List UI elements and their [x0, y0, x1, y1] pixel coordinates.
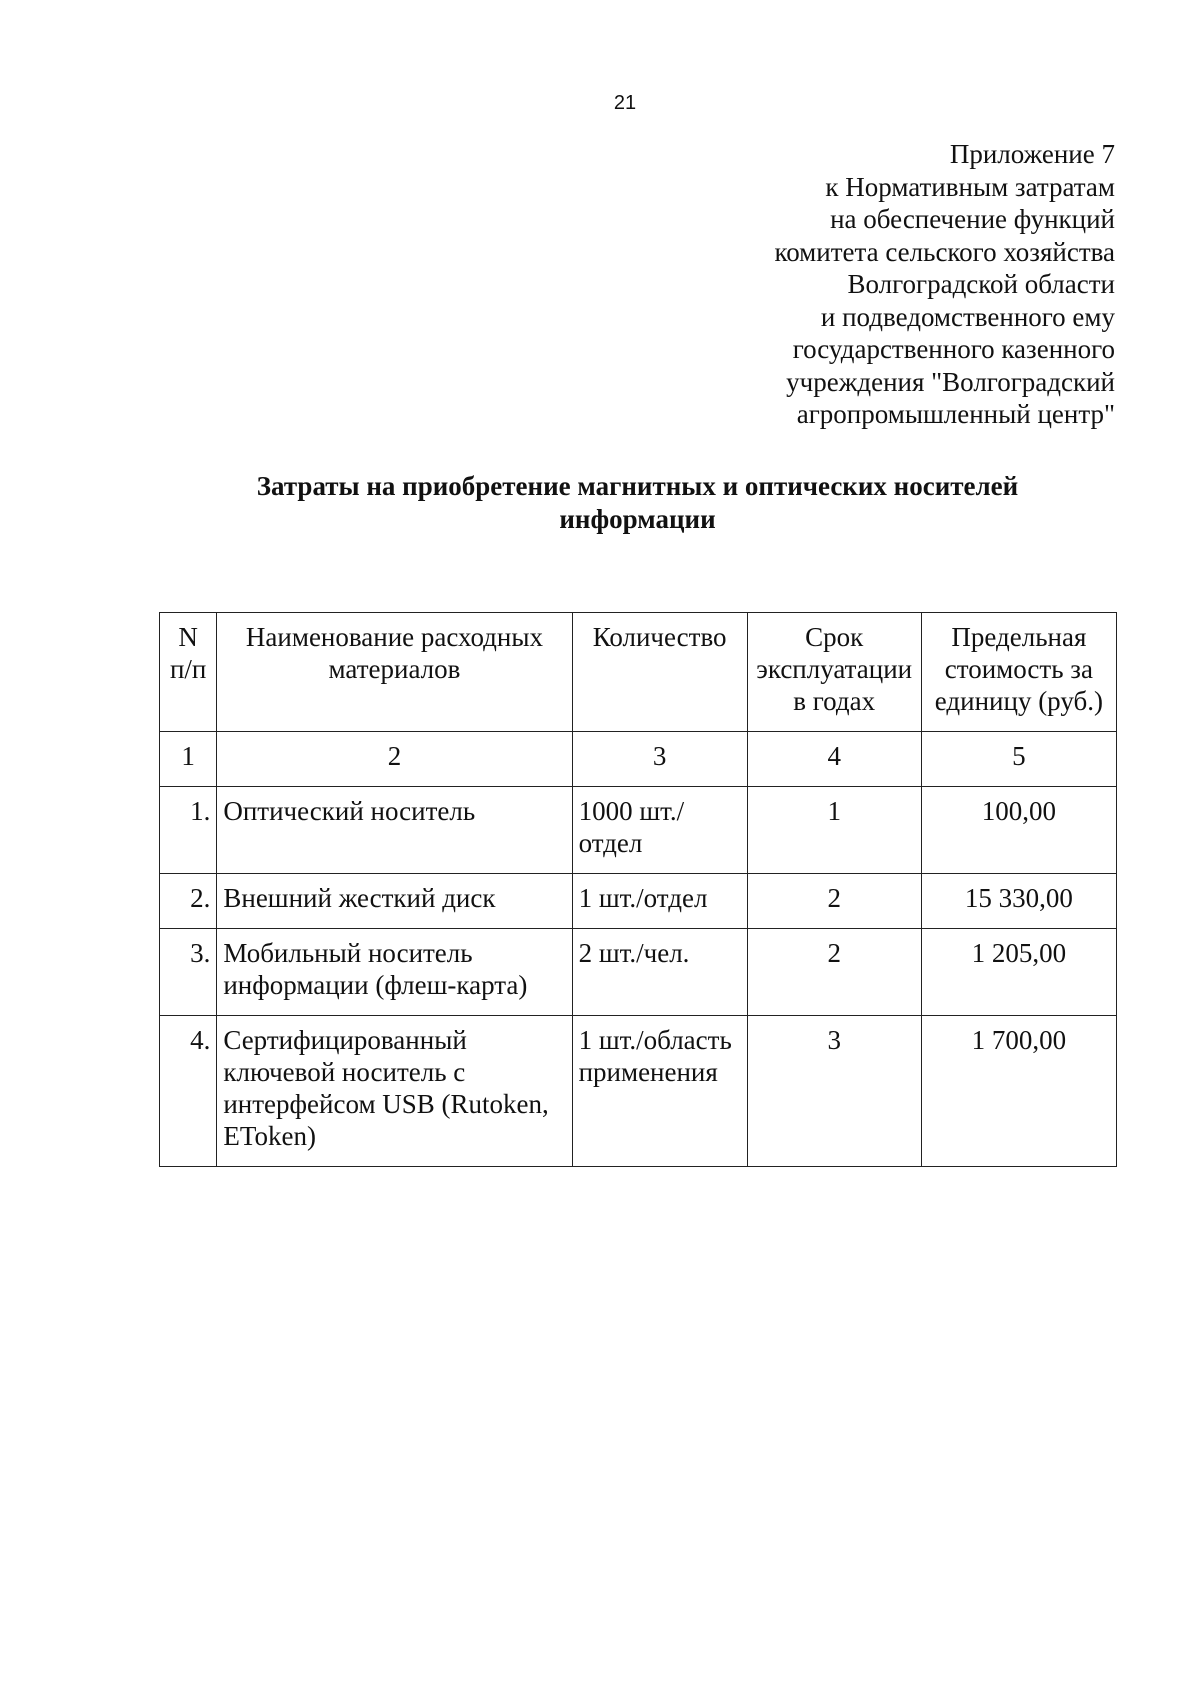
header-number: N п/п — [160, 613, 217, 732]
column-number: 1 — [160, 732, 217, 787]
row-term: 2 — [747, 874, 921, 929]
table-row — [160, 1016, 1117, 1167]
document-title — [150, 470, 1125, 536]
table-row — [160, 874, 1117, 929]
row-price: 15 330,00 — [921, 874, 1116, 929]
appendix-line: Волгоградской области — [847, 269, 1115, 299]
table-row — [160, 787, 1117, 874]
row-term: 2 — [747, 929, 921, 1016]
costs-table — [159, 612, 1117, 1167]
row-price: 1 700,00 — [921, 1016, 1116, 1167]
row-number: 1. — [160, 787, 217, 874]
page-number: 21 — [613, 92, 637, 114]
row-price: 100,00 — [921, 787, 1116, 874]
table-row — [160, 929, 1117, 1016]
appendix-line: государственного казенного — [792, 334, 1115, 364]
column-number: 5 — [921, 732, 1116, 787]
appendix-line: Приложение 7 — [949, 139, 1115, 169]
row-name: Оптический носитель — [217, 787, 572, 874]
column-numbers-row — [160, 732, 1117, 787]
row-number: 3. — [160, 929, 217, 1016]
row-quantity: 1000 шт./отдел — [572, 787, 747, 874]
row-quantity: 1 шт./область применения — [572, 1016, 747, 1167]
row-number: 2. — [160, 874, 217, 929]
appendix-line: к Нормативным затратам — [825, 171, 1115, 202]
row-price: 1 205,00 — [921, 929, 1116, 1016]
row-name: Мобильный носитель информации (флеш-карта) — [217, 929, 572, 1016]
column-number: 2 — [217, 732, 572, 787]
column-number: 3 — [572, 732, 747, 787]
row-quantity: 2 шт./чел. — [572, 929, 747, 1016]
row-quantity: 1 шт./отдел — [572, 874, 747, 929]
header-price: Предельная стоимость за единицу (руб.) — [921, 613, 1116, 732]
row-name: Внешний жесткий диск — [217, 874, 572, 929]
appendix-line: на обеспечение функций — [830, 204, 1115, 234]
title-line: информации — [559, 504, 716, 534]
column-number: 4 — [747, 732, 921, 787]
row-name: Сертифицированный ключевой носитель с интерфейсом USB (Rutoken, EToken) — [217, 1016, 572, 1167]
header-quantity: Количество — [572, 613, 747, 732]
appendix-header — [595, 138, 1115, 431]
appendix-line: агропромышленный центр" — [796, 399, 1115, 429]
appendix-line: комитета сельского хозяйства — [774, 236, 1115, 267]
table-header-row — [160, 613, 1117, 732]
row-term: 1 — [747, 787, 921, 874]
header-name: Наименование расходных материалов — [217, 613, 572, 732]
header-term: Срок эксплуатации в годах — [747, 613, 921, 732]
row-term: 3 — [747, 1016, 921, 1167]
row-number: 4. — [160, 1016, 217, 1167]
title-line: Затраты на приобретение магнитных и оптических носителей — [256, 471, 1019, 501]
appendix-line: учреждения "Волгоградский — [786, 366, 1115, 397]
appendix-line: и подведомственного ему — [820, 301, 1115, 332]
